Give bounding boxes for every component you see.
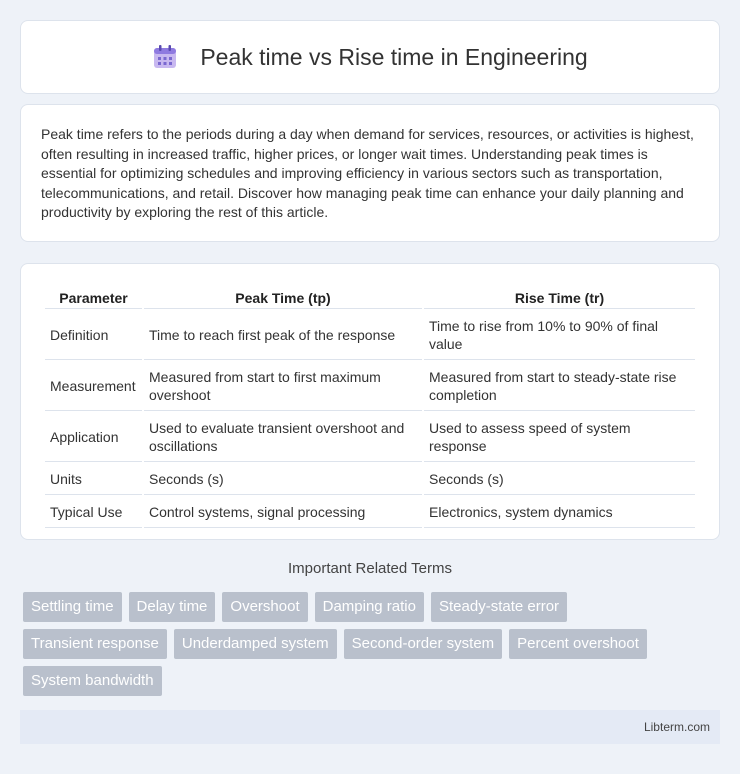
table-cell: Used to assess speed of system response [424,413,695,462]
column-header-parameter: Parameter [45,286,142,309]
header-card [20,20,720,94]
comparison-table [43,284,697,530]
table-cell: Measured from start to steady-state rise completion [424,362,695,411]
table-cell: Definition [45,311,142,360]
term-tag[interactable]: System bandwidth [23,666,162,696]
table-row [45,413,695,462]
table-cell: Application [45,413,142,462]
table-row [45,362,695,411]
table-cell: Time to reach first peak of the response [144,311,422,360]
table-cell: Used to evaluate transient overshoot and oscillations [144,413,422,462]
related-terms-title: Important Related Terms [288,560,452,577]
term-tag[interactable]: Settling time [23,592,122,622]
table-row [45,464,695,495]
term-tag[interactable]: Steady-state error [431,592,567,622]
term-tag[interactable]: Delay time [129,592,216,622]
term-tag[interactable]: Underdamped system [174,629,337,659]
column-header-peak-time: Peak Time (tp) [144,286,422,309]
table-cell: Electronics, system dynamics [424,497,695,528]
term-tag[interactable]: Damping ratio [315,592,424,622]
table-cell: Control systems, signal processing [144,497,422,528]
term-tag[interactable]: Transient response [23,629,167,659]
term-tag[interactable]: Overshoot [222,592,307,622]
term-tag[interactable]: Second-order system [344,629,503,659]
table-cell: Units [45,464,142,495]
table-cell: Measurement [45,362,142,411]
table-cell: Time to rise from 10% to 90% of final value [424,311,695,360]
related-terms-list [23,592,723,703]
table-row [45,497,695,528]
table-cell: Typical Use [45,497,142,528]
term-tag[interactable]: Percent overshoot [509,629,647,659]
table-header-row [45,286,695,309]
intro-text: Peak time refers to the periods during a day when demand for services, resources, or activities is highest, often resulting in increased traffic, higher prices, or longer wait times. Understanding peak times is essential for optimizing schedules and improving efficiency in various sectors such as transportation, telecommunications, and retail. Discover how managing peak time can enhance your daily planning and productivity by exploring the rest of this article. [41,126,694,221]
intro-card [20,104,720,242]
comparison-table-card [20,263,720,540]
footer-site-link[interactable]: Libterm.com [643,720,710,734]
page-title: Peak time vs Rise time in Engineering [200,43,588,70]
footer [20,710,720,744]
calendar-icon [152,44,178,70]
column-header-rise-time: Rise Time (tr) [424,286,695,309]
table-cell: Measured from start to first maximum overshoot [144,362,422,411]
table-cell: Seconds (s) [424,464,695,495]
table-row [45,311,695,360]
table-cell: Seconds (s) [144,464,422,495]
